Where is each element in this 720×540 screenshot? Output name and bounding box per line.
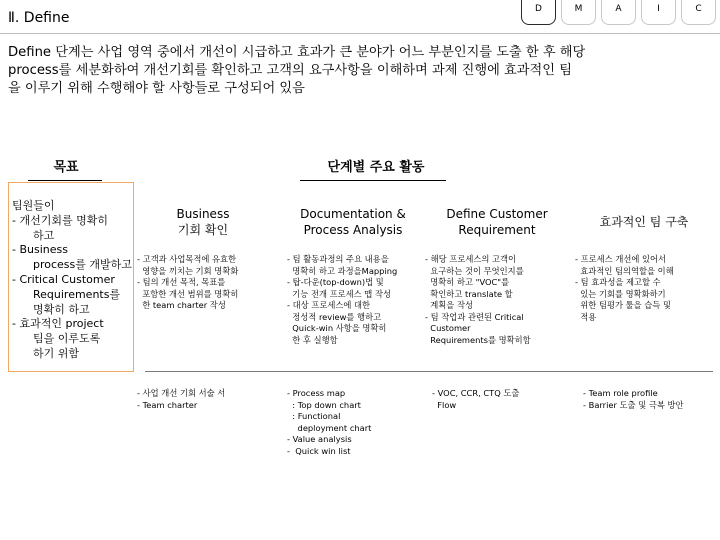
activity-line: 명확히 하고 과정을Mapping bbox=[287, 265, 398, 276]
output-line: - Quick win list bbox=[287, 445, 351, 456]
column-outputs-team bbox=[583, 388, 684, 411]
column-outputs-customer bbox=[432, 388, 519, 411]
goal-line: - Business bbox=[12, 243, 68, 257]
column-header-line: 효과적인 팀 구축 bbox=[599, 215, 689, 229]
column-activities-business bbox=[137, 254, 238, 312]
output-line: : Top down chart bbox=[287, 399, 361, 410]
goal-line: 팀을 이루도록 bbox=[26, 332, 101, 346]
goal-line: - Critical Customer bbox=[12, 272, 115, 286]
activity-line: 확인하고 translate 할 bbox=[425, 288, 513, 299]
output-line: deployment chart bbox=[287, 422, 372, 433]
activity-line: - 팀 작업과 관련된 Critical bbox=[425, 311, 524, 322]
output-line: - Value analysis bbox=[287, 434, 352, 444]
column-header-line: Requirement bbox=[458, 223, 536, 237]
activity-line: - 탑-다운(top-down)법 및 bbox=[287, 277, 384, 287]
column-header-line: Define Customer bbox=[446, 207, 548, 221]
activities-heading: 단계별 주요 활동 bbox=[327, 160, 425, 175]
phase-tab-m[interactable]: M bbox=[561, 0, 596, 25]
activity-line: - 팀 효과성을 제고할 수 bbox=[575, 277, 661, 287]
column-header-customer-requirement bbox=[428, 206, 566, 246]
column-header-line: Business bbox=[176, 207, 230, 221]
activity-line: 포함한 개선 범위를 명확히 bbox=[137, 288, 239, 299]
activity-line: - 고객과 사업목적에 유효한 bbox=[137, 254, 237, 264]
column-header-line: Documentation & bbox=[300, 207, 406, 221]
output-line: - VOC, CCR, CTQ 도출 bbox=[432, 388, 520, 398]
goal-line: 하고 bbox=[26, 228, 55, 242]
column-activities-customer bbox=[425, 254, 531, 346]
output-line: - Barrier 도출 및 극복 방안 bbox=[583, 399, 684, 410]
column-header-documentation bbox=[283, 206, 423, 246]
output-line: - 사업 개선 기회 서술 서 bbox=[137, 388, 226, 398]
activity-line: Requirements를 명확히함 bbox=[425, 334, 531, 345]
outputs-divider bbox=[145, 371, 713, 372]
activity-line: 한 team charter 작성 bbox=[137, 300, 226, 310]
phase-tab-c[interactable]: C bbox=[681, 0, 716, 25]
output-line: - Team role profile bbox=[583, 388, 658, 398]
activity-line: 요구하는 것이 무엇인지를 bbox=[425, 265, 524, 276]
activity-line: - 해당 프로세스의 고객이 bbox=[425, 254, 517, 264]
goal-line: - 효과적인 project bbox=[12, 317, 104, 331]
output-line: - Team charter bbox=[137, 399, 198, 410]
title-divider bbox=[0, 33, 720, 34]
column-header-line: Process Analysis bbox=[303, 223, 403, 237]
page-title: Ⅱ. Define bbox=[8, 10, 70, 26]
activity-line: 명확히 하고 "VOC"를 bbox=[425, 277, 510, 287]
activities-heading-rule bbox=[300, 180, 446, 181]
goal-line: process를 개발하고 bbox=[26, 258, 132, 272]
activity-line: 적용 bbox=[575, 311, 597, 322]
activity-line: - 팀 활동과정의 주요 내용을 bbox=[287, 254, 389, 264]
phase-tab-a[interactable]: A bbox=[601, 0, 636, 25]
goal-line: - 개선기회를 명확히 bbox=[12, 213, 108, 227]
column-outputs-business bbox=[137, 388, 225, 411]
output-line: - Process map bbox=[287, 388, 346, 398]
activity-line: - 프로세스 개선에 있어서 bbox=[575, 254, 667, 264]
column-activities-documentation bbox=[287, 254, 397, 346]
goal-line: 하기 위함 bbox=[26, 346, 79, 360]
activity-line: Quick-win 사항을 명확히 bbox=[287, 323, 387, 333]
phase-tab-d[interactable]: D bbox=[521, 0, 556, 25]
intro-line: 을 이루기 위해 수행해야 할 사항들로 구성되어 있음 bbox=[8, 81, 305, 96]
activity-line: 영향을 끼치는 기회 명확화 bbox=[137, 265, 239, 276]
intro-line: Define 단계는 사업 영역 중에서 개선이 시급하고 효과가 큰 분야가 어느 부분인지를 도출 한 후 해당 bbox=[8, 45, 586, 60]
activity-line: 있는 기회를 명확화하기 bbox=[575, 288, 666, 299]
column-header-business-opportunity bbox=[142, 206, 264, 246]
activity-line: 계획을 작성 bbox=[425, 300, 473, 310]
goal-line: 팀원들이 bbox=[12, 199, 55, 212]
column-activities-team bbox=[575, 254, 674, 323]
activity-line: - 팀의 개선 목적, 목표를 bbox=[137, 277, 226, 287]
intro-line: process를 세분화하여 개선기회를 확인하고 고객의 요구사항을 이해하며 과제 진행에 효과적인 팀 bbox=[8, 63, 572, 78]
column-header-line: 기회 확인 bbox=[177, 223, 229, 237]
goal-heading-rule bbox=[28, 180, 102, 181]
output-line: Flow bbox=[432, 399, 457, 410]
goal-line: 명확히 하고 bbox=[26, 302, 90, 316]
activity-line: 정성적 review를 행하고 bbox=[287, 311, 382, 322]
activity-line: 기능 전개 프로세스 맵 작성 bbox=[287, 288, 391, 299]
phase-tab-i[interactable]: I bbox=[641, 0, 676, 25]
column-header-effective-team bbox=[574, 214, 714, 254]
goal-line: Requirements를 bbox=[26, 287, 121, 301]
column-outputs-documentation bbox=[287, 388, 371, 457]
activity-line: - 대상 프로세스에 대한 bbox=[287, 300, 371, 310]
output-line: : Functional bbox=[287, 411, 341, 421]
activity-line: 한 후 실행함 bbox=[287, 334, 338, 345]
activity-line: 효과적인 팀의역할을 이해 bbox=[575, 265, 674, 276]
goal-box bbox=[8, 182, 134, 372]
activity-line: Customer bbox=[425, 323, 471, 333]
goal-heading: 목표 bbox=[53, 160, 79, 175]
activity-line: 위한 팀평가 툴을 습득 및 bbox=[575, 300, 671, 310]
intro-paragraph bbox=[8, 44, 716, 98]
